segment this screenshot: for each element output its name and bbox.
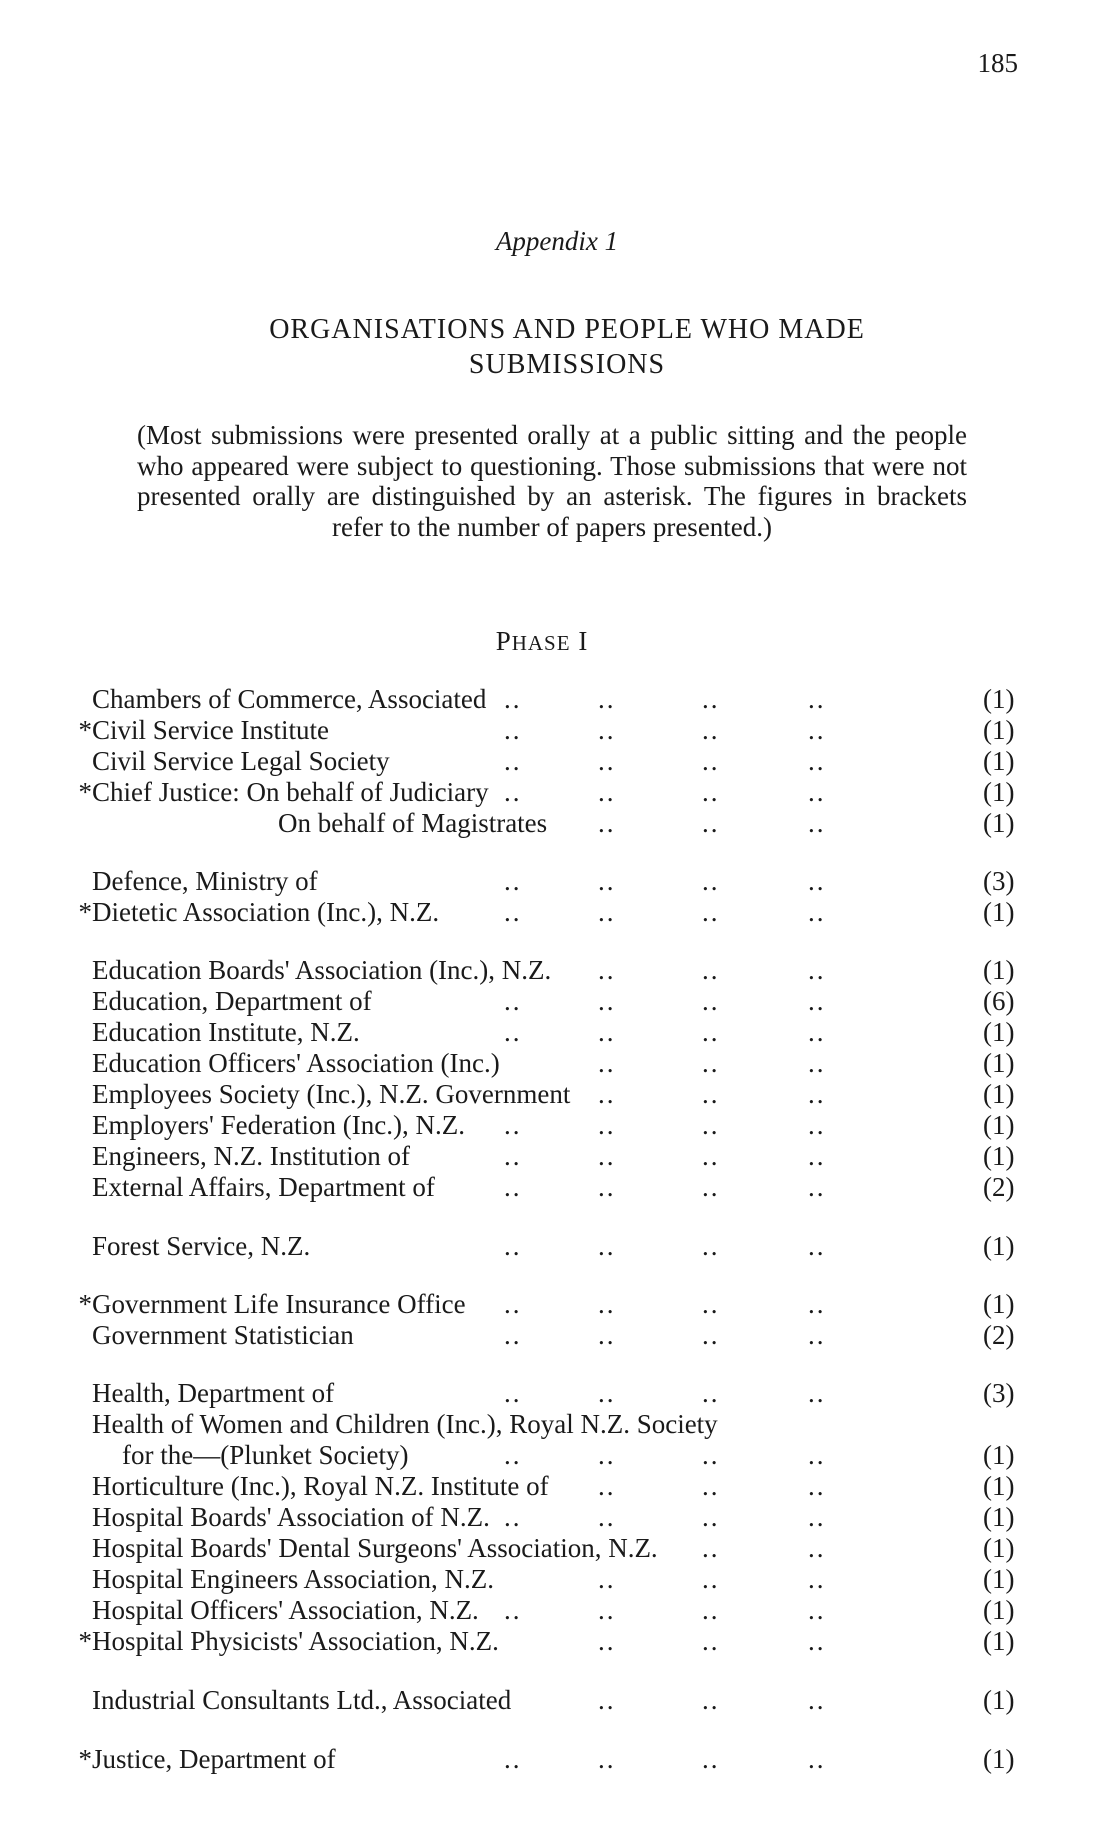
- leader-dots: ..: [702, 1048, 720, 1078]
- leader-dots: ..: [504, 1289, 522, 1319]
- list-item: [0, 1471, 1114, 1502]
- leader-dots: ..: [598, 1320, 616, 1350]
- paper-count: (1): [983, 1533, 1015, 1563]
- entry-name: External Affairs, Department of: [92, 1172, 435, 1202]
- leader-dots: ..: [598, 1172, 616, 1202]
- leader-dots: ..: [702, 1471, 720, 1501]
- leader-dots: ..: [808, 1626, 826, 1656]
- leader-dots: ..: [504, 1231, 522, 1261]
- paper-count: (1): [983, 1685, 1015, 1715]
- leader-dots: ..: [598, 777, 616, 807]
- leader-dots: ..: [504, 1172, 522, 1202]
- leader-dots: ..: [702, 1564, 720, 1594]
- entry-name: Justice, Department of: [92, 1744, 336, 1774]
- entry-name: Civil Service Legal Society: [92, 746, 390, 776]
- asterisk-marker: *: [78, 1744, 92, 1774]
- leader-dots: ..: [504, 715, 522, 745]
- leader-dots: ..: [504, 1320, 522, 1350]
- paper-count: (1): [983, 715, 1015, 745]
- paper-count: (1): [983, 1017, 1015, 1047]
- leader-dots: ..: [598, 1017, 616, 1047]
- leader-dots: ..: [702, 1440, 720, 1470]
- leader-dots: ..: [808, 1141, 826, 1171]
- leader-dots: ..: [702, 1533, 720, 1563]
- list-item: [0, 955, 1114, 986]
- list-item: [0, 1320, 1114, 1351]
- leader-dots: ..: [702, 808, 720, 838]
- paper-count: (1): [983, 1502, 1015, 1532]
- asterisk-marker: *: [78, 777, 92, 807]
- leader-dots: ..: [702, 986, 720, 1016]
- phase-heading-rest: HASE: [511, 631, 571, 655]
- entry-name: Health of Women and Children (Inc.), Royal N.Z. Society: [92, 1409, 718, 1439]
- leader-dots: ..: [702, 715, 720, 745]
- asterisk-marker: *: [78, 897, 92, 927]
- paper-count: (1): [983, 1231, 1015, 1261]
- leader-dots: ..: [598, 986, 616, 1016]
- leader-dots: ..: [702, 1320, 720, 1350]
- list-item: [0, 1409, 1114, 1440]
- leader-dots: ..: [504, 1141, 522, 1171]
- entry-name: Education Officers' Association (Inc.): [92, 1048, 500, 1078]
- list-item: [0, 1626, 1114, 1657]
- leader-dots: ..: [504, 1378, 522, 1408]
- list-item: [0, 986, 1114, 1017]
- list-item: [0, 1533, 1114, 1564]
- entry-name: On behalf of Magistrates: [278, 808, 548, 838]
- leader-dots: ..: [808, 1320, 826, 1350]
- leader-dots: ..: [808, 684, 826, 714]
- leader-dots: ..: [504, 746, 522, 776]
- leader-dots: ..: [504, 1440, 522, 1470]
- entry-name: Employees Society (Inc.), N.Z. Government: [92, 1079, 571, 1109]
- list-item: [0, 866, 1114, 897]
- paper-count: (2): [983, 1172, 1015, 1202]
- leader-dots: ..: [504, 1595, 522, 1625]
- leader-dots: ..: [598, 1378, 616, 1408]
- leader-dots: ..: [702, 746, 720, 776]
- leader-dots: ..: [598, 1231, 616, 1261]
- list-item: [0, 715, 1114, 746]
- leader-dots: ..: [598, 746, 616, 776]
- leader-dots: ..: [808, 777, 826, 807]
- list-item: [0, 808, 1114, 839]
- leader-dots: ..: [808, 1017, 826, 1047]
- leader-dots: ..: [702, 1017, 720, 1047]
- leader-dots: ..: [808, 1172, 826, 1202]
- list-item: [0, 1685, 1114, 1716]
- phase-heading: [0, 626, 1084, 657]
- leader-dots: ..: [598, 1289, 616, 1319]
- entry-name: Education Boards' Association (Inc.), N.Z.: [92, 955, 552, 985]
- entry-name: Forest Service, N.Z.: [92, 1231, 311, 1261]
- leader-dots: ..: [702, 1744, 720, 1774]
- list-item: [0, 777, 1114, 808]
- leader-dots: ..: [808, 1048, 826, 1078]
- leader-dots: ..: [598, 1744, 616, 1774]
- phase-heading-first: P: [495, 626, 512, 656]
- paper-count: (1): [983, 1079, 1015, 1109]
- leader-dots: ..: [598, 1440, 616, 1470]
- leader-dots: ..: [598, 1502, 616, 1532]
- page-title: [150, 312, 984, 382]
- paper-count: (2): [983, 1320, 1015, 1350]
- appendix-label: Appendix 1: [495, 226, 619, 256]
- paper-count: (1): [983, 1564, 1015, 1594]
- phase-heading-number: I: [578, 626, 589, 656]
- paper-count: (1): [983, 1471, 1015, 1501]
- list-item: [0, 1017, 1114, 1048]
- entry-name: Engineers, N.Z. Institution of: [92, 1141, 410, 1171]
- list-item: [0, 1502, 1114, 1533]
- entry-name: Hospital Physicists' Association, N.Z.: [92, 1626, 499, 1656]
- leader-dots: ..: [598, 955, 616, 985]
- leader-dots: ..: [598, 715, 616, 745]
- paper-count: (3): [983, 866, 1015, 896]
- leader-dots: ..: [808, 1471, 826, 1501]
- entry-name: Government Life Insurance Office: [92, 1289, 466, 1319]
- list-item: [0, 1110, 1114, 1141]
- list-item: [0, 1378, 1114, 1409]
- leader-dots: ..: [702, 1172, 720, 1202]
- leader-dots: ..: [598, 866, 616, 896]
- leader-dots: ..: [808, 808, 826, 838]
- list-item: [0, 1231, 1114, 1262]
- leader-dots: ..: [598, 1048, 616, 1078]
- entry-name: Education Institute, N.Z.: [92, 1017, 360, 1047]
- leader-dots: ..: [808, 1378, 826, 1408]
- leader-dots: ..: [808, 897, 826, 927]
- leader-dots: ..: [702, 1378, 720, 1408]
- paper-count: (1): [983, 684, 1015, 714]
- leader-dots: ..: [808, 1595, 826, 1625]
- page-number: 185: [977, 48, 1018, 78]
- leader-dots: ..: [702, 1595, 720, 1625]
- leader-dots: ..: [808, 1440, 826, 1470]
- leader-dots: ..: [808, 1231, 826, 1261]
- leader-dots: ..: [702, 1079, 720, 1109]
- leader-dots: ..: [808, 866, 826, 896]
- list-item: [0, 1141, 1114, 1172]
- leader-dots: ..: [702, 1502, 720, 1532]
- list-item: [0, 1595, 1114, 1626]
- leader-dots: ..: [504, 866, 522, 896]
- leader-dots: ..: [598, 1595, 616, 1625]
- leader-dots: ..: [808, 955, 826, 985]
- leader-dots: ..: [808, 1079, 826, 1109]
- leader-dots: ..: [504, 684, 522, 714]
- leader-dots: ..: [702, 1231, 720, 1261]
- leader-dots: ..: [808, 1685, 826, 1715]
- leader-dots: ..: [598, 897, 616, 927]
- entry-name: Civil Service Institute: [92, 715, 329, 745]
- leader-dots: ..: [598, 808, 616, 838]
- list-item: [0, 897, 1114, 928]
- leader-dots: ..: [504, 1744, 522, 1774]
- entry-name: Dietetic Association (Inc.), N.Z.: [92, 897, 440, 927]
- leader-dots: ..: [702, 955, 720, 985]
- entry-name: Hospital Officers' Association, N.Z.: [92, 1595, 479, 1625]
- asterisk-marker: *: [78, 715, 92, 745]
- leader-dots: ..: [808, 1110, 826, 1140]
- leader-dots: ..: [598, 1685, 616, 1715]
- entry-name: Hospital Boards' Association of N.Z.: [92, 1502, 490, 1532]
- intro-paragraph: (Most submissions were presented orally at a public sitting and the people who appeared were subject to questioning. Those submissions that were not presented orally are distinguished by an asterisk. The figures in brackets refer to the number of papers presented.): [137, 420, 967, 542]
- title-line-1: ORGANISATIONS AND PEOPLE WHO MADE: [269, 314, 865, 345]
- leader-dots: ..: [598, 1564, 616, 1594]
- leader-dots: ..: [808, 715, 826, 745]
- list-item: [0, 1048, 1114, 1079]
- leader-dots: ..: [504, 1017, 522, 1047]
- entry-name: Horticulture (Inc.), Royal N.Z. Institute of: [92, 1471, 549, 1501]
- list-item: [0, 1744, 1114, 1775]
- leader-dots: ..: [504, 1110, 522, 1140]
- asterisk-marker: *: [78, 1626, 92, 1656]
- entry-name: Government Statistician: [92, 1320, 354, 1350]
- paper-count: (3): [983, 1378, 1015, 1408]
- paper-count: (1): [983, 1048, 1015, 1078]
- list-item: [0, 684, 1114, 715]
- leader-dots: ..: [702, 866, 720, 896]
- leader-dots: ..: [808, 1502, 826, 1532]
- leader-dots: ..: [598, 1079, 616, 1109]
- paper-count: (6): [983, 986, 1015, 1016]
- entry-name: Defence, Ministry of: [92, 866, 318, 896]
- leader-dots: ..: [808, 986, 826, 1016]
- entry-name: Industrial Consultants Ltd., Associated: [92, 1685, 512, 1715]
- paper-count: (1): [983, 1440, 1015, 1470]
- leader-dots: ..: [808, 746, 826, 776]
- paper-count: (1): [983, 777, 1015, 807]
- leader-dots: ..: [702, 1141, 720, 1171]
- entry-name: Chief Justice: On behalf of Judiciary: [92, 777, 489, 807]
- leader-dots: ..: [808, 1744, 826, 1774]
- leader-dots: ..: [702, 897, 720, 927]
- list-item: [0, 1289, 1114, 1320]
- leader-dots: ..: [598, 1110, 616, 1140]
- asterisk-marker: *: [78, 1289, 92, 1319]
- paper-count: (1): [983, 897, 1015, 927]
- title-line-2: SUBMISSIONS: [468, 349, 666, 380]
- list-item: [0, 746, 1114, 777]
- paper-count: (1): [983, 1110, 1015, 1140]
- leader-dots: ..: [702, 684, 720, 714]
- leader-dots: ..: [702, 1626, 720, 1656]
- paper-count: (1): [983, 1289, 1015, 1319]
- list-item: [0, 1564, 1114, 1595]
- leader-dots: ..: [702, 1685, 720, 1715]
- leader-dots: ..: [702, 777, 720, 807]
- list-item: [0, 1440, 1114, 1471]
- paper-count: (1): [983, 1595, 1015, 1625]
- leader-dots: ..: [598, 1141, 616, 1171]
- entry-name: Education, Department of: [92, 986, 372, 1016]
- paper-count: (1): [983, 808, 1015, 838]
- entry-name: Hospital Engineers Association, N.Z.: [92, 1564, 494, 1594]
- entry-name: Chambers of Commerce, Associated: [92, 684, 487, 714]
- paper-count: (1): [983, 955, 1015, 985]
- entry-name: Health, Department of: [92, 1378, 335, 1408]
- leader-dots: ..: [504, 986, 522, 1016]
- paper-count: (1): [983, 1626, 1015, 1656]
- leader-dots: ..: [504, 1502, 522, 1532]
- leader-dots: ..: [808, 1289, 826, 1319]
- leader-dots: ..: [504, 777, 522, 807]
- leader-dots: ..: [702, 1110, 720, 1140]
- entry-name: Hospital Boards' Dental Surgeons' Association, N.Z.: [92, 1533, 658, 1563]
- leader-dots: ..: [504, 897, 522, 927]
- list-item: [0, 1172, 1114, 1203]
- entry-name: for the—(Plunket Society): [122, 1440, 409, 1470]
- entry-name: Employers' Federation (Inc.), N.Z.: [92, 1110, 466, 1140]
- leader-dots: ..: [598, 684, 616, 714]
- paper-count: (1): [983, 1744, 1015, 1774]
- leader-dots: ..: [808, 1564, 826, 1594]
- leader-dots: ..: [808, 1533, 826, 1563]
- leader-dots: ..: [702, 1289, 720, 1319]
- list-item: [0, 1079, 1114, 1110]
- leader-dots: ..: [598, 1471, 616, 1501]
- leader-dots: ..: [598, 1626, 616, 1656]
- paper-count: (1): [983, 746, 1015, 776]
- paper-count: (1): [983, 1141, 1015, 1171]
